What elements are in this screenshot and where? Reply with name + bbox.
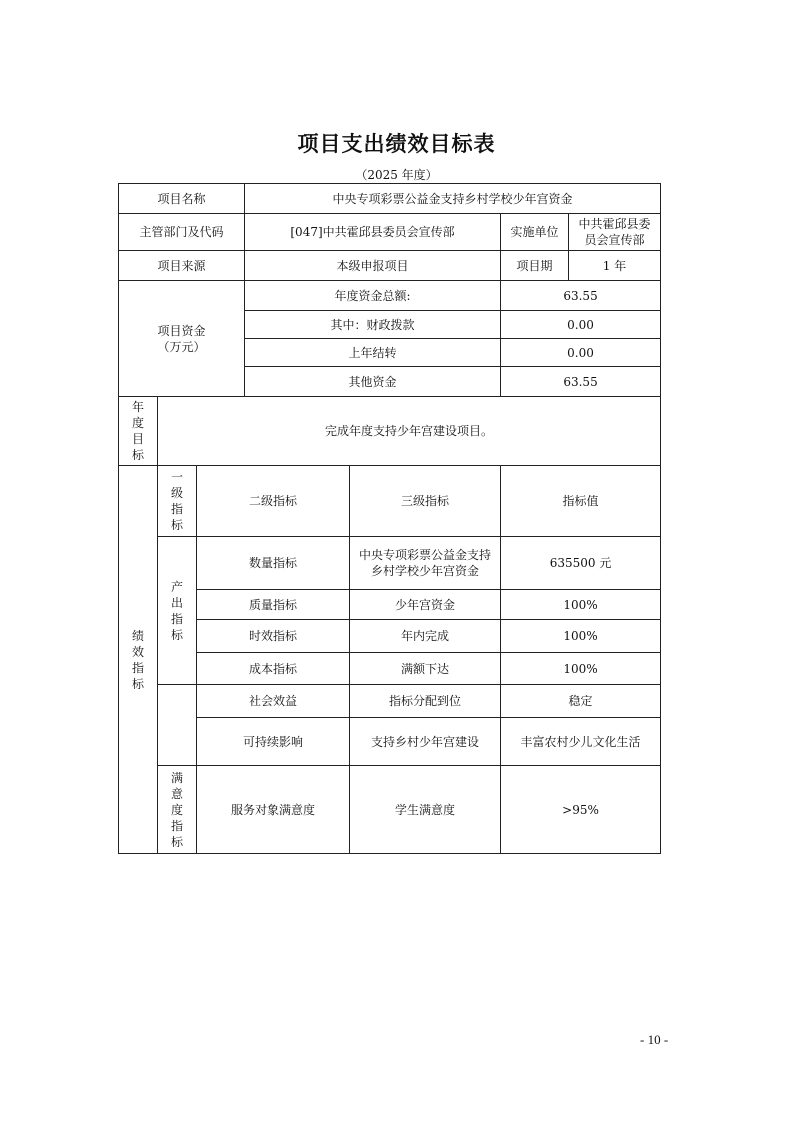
value-cell: 100%: [501, 620, 661, 653]
impl-value: 中共霍邱县委员会宣传部: [569, 214, 661, 251]
value-cell: 100%: [501, 653, 661, 685]
impl-label: 实施单位: [501, 214, 569, 251]
dept-label: 主管部门及代码: [119, 214, 245, 251]
fund-label-line2: （万元）: [157, 339, 206, 354]
level2-cell: 质量指标: [197, 590, 350, 620]
table-row: [119, 620, 661, 653]
performance-goal-table: [118, 183, 661, 854]
level1-header: 一级指标: [158, 466, 197, 537]
value-cell: 丰富农村少儿文化生活: [501, 718, 661, 766]
value-cell: 635500 元: [501, 537, 661, 590]
page-title: 项目支出绩效目标表: [297, 132, 496, 156]
carryover-label: 上年结转: [245, 339, 501, 367]
value-cell: 稳定: [501, 685, 661, 718]
level2-cell: 数量指标: [197, 537, 350, 590]
level2-cell: 时效指标: [197, 620, 350, 653]
page-subtitle: （2025 年度）: [355, 168, 438, 182]
level3-cell: 满额下达: [350, 653, 501, 685]
value-cell: 100%: [501, 590, 661, 620]
fiscal-label: 其中：财政拨款: [245, 311, 501, 339]
source-value: 本级申报项目: [245, 251, 501, 281]
table-row: [119, 685, 661, 718]
project-name-value: 中央专项彩票公益金支持乡村学校少年宫资金: [245, 184, 661, 214]
fiscal-value: 0.00: [501, 311, 661, 339]
row-source: [119, 251, 661, 281]
level3-cell: 支持乡村少年宫建设: [350, 718, 501, 766]
satisfaction-label: 满意度指标: [158, 766, 197, 854]
table-row: [119, 537, 661, 590]
level2-cell: 可持续影响: [197, 718, 350, 766]
level2-cell: 成本指标: [197, 653, 350, 685]
page-number: - 10 -: [640, 1032, 669, 1047]
output-label: 产出指标: [158, 537, 197, 685]
row-project-name: [119, 184, 661, 214]
level2-cell: 服务对象满意度: [197, 766, 350, 854]
period-label: 项目期: [501, 251, 569, 281]
effect-level1-empty: [158, 685, 197, 766]
annual-total-label: 年度资金总额:: [245, 281, 501, 311]
row-indicator-header: [119, 466, 661, 537]
source-label: 项目来源: [119, 251, 245, 281]
fund-label: [119, 281, 245, 397]
perf-label: 绩效指标: [119, 466, 158, 854]
row-department: [119, 214, 661, 251]
level3-header: 三级指标: [350, 466, 501, 537]
table-row: [119, 590, 661, 620]
level3-cell: 中央专项彩票公益金支持乡村学校少年宫资金: [350, 537, 501, 590]
value-cell: >95%: [501, 766, 661, 854]
level3-cell: 年内完成: [350, 620, 501, 653]
carryover-value: 0.00: [501, 339, 661, 367]
other-label: 其他资金: [245, 367, 501, 397]
annual-goal-value: 完成年度支持少年宫建设项目。: [158, 397, 661, 466]
level3-cell: 指标分配到位: [350, 685, 501, 718]
dept-value: [047]中共霍邱县委员会宣传部: [245, 214, 501, 251]
value-header: 指标值: [501, 466, 661, 537]
level3-cell: 少年宫资金: [350, 590, 501, 620]
level3-cell: 学生满意度: [350, 766, 501, 854]
annual-total-value: 63.55: [501, 281, 661, 311]
other-value: 63.55: [501, 367, 661, 397]
table-row: [119, 718, 661, 766]
period-value: 1 年: [569, 251, 661, 281]
level2-cell: 社会效益: [197, 685, 350, 718]
level2-header: 二级指标: [197, 466, 350, 537]
annual-goal-label: 年度目标: [119, 397, 158, 466]
row-annual-total: [119, 281, 661, 311]
table-row: [119, 653, 661, 685]
table-row: [119, 766, 661, 854]
project-name-label: 项目名称: [119, 184, 245, 214]
fund-label-line1: 项目资金: [157, 323, 206, 338]
row-annual-goal: [119, 397, 661, 466]
